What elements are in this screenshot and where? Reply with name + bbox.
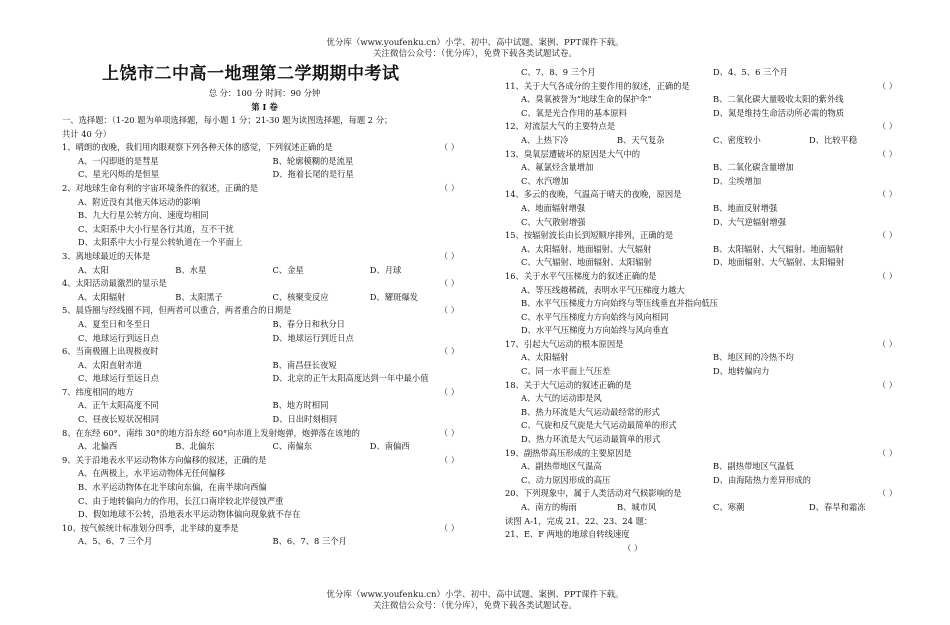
question-stem: 18、关于大气运动的叙述正确的是 （ ） <box>505 379 897 390</box>
question-option: C、由于地转偏向力的作用，长江口南岸较北岸侵蚀严重 <box>78 495 284 506</box>
footer-line-2: 关注微信公众号：（优分库），免费下载各类试题试卷。 <box>372 601 577 611</box>
question-option: B、九大行星公转方向、速度均相同 <box>78 210 209 221</box>
question-options: A、夏至日和冬至日 B、春分日和秋分日 <box>78 318 345 329</box>
question-stem: 15、按辐射波长由长到短顺序排列，正确的是 （ ） <box>505 230 897 241</box>
question-stem: 6、当南极圈上出现极夜时 （ ） <box>62 346 459 357</box>
question-stem: 5、晨昏圈与经线圈不同，但两者可以重合，两者重合的日期是 （ ） <box>62 305 459 316</box>
header-line-2: 关注微信公众号：（优分库），免费下载各类试题试卷。 <box>372 49 577 59</box>
question-stem: 3、离地球最近的天体是 （ ） <box>62 250 459 261</box>
question-options: C、星光闪烁的是恒星 D、拖着长尾的是行星 <box>78 169 354 180</box>
page-header <box>0 38 950 60</box>
question-options: A、太阳 B、水星 C、金星 D、月球 <box>78 264 402 275</box>
question-stem: 12、对流层大气的主要特点是 （ ） <box>505 121 897 132</box>
question-stem: 4、太阳活动最激烈的显示是 （ ） <box>62 278 459 289</box>
question-option: C、水平气压梯度力方向始终与风向相同 <box>521 311 669 322</box>
question-stem: 10、按气候统计标准划分四季，北半球的夏季是 （ ） <box>62 522 459 533</box>
question-options: A、副热带地区气温高 B、副热带地区气温低 <box>521 461 794 472</box>
question-options: A、地面辐射增强 B、地面反射增强 <box>521 202 778 213</box>
question-options: C、大气散射增强 D、大气逆辐射增强 <box>521 216 787 227</box>
question-options: A、氟氯烃含量增加 B、二氧化碳含量增加 <box>521 162 794 173</box>
header-line-1: 优分库（www.youfenku.cn）小学、初中、高中试题、案例、PPT课件下载。 <box>326 38 624 48</box>
question-stem: 16、关于水平气压梯度力的叙述正确的是 （ ） <box>505 270 897 281</box>
reading-instruction: 读图 A-1，完成 21、22、23、24 题： <box>505 515 653 526</box>
question-stem: 7、纬度相同的地方 （ ） <box>62 386 459 397</box>
page-footer <box>0 590 950 612</box>
question-option: A、等压线越稀疏，表明水平气压梯度力越大 <box>521 284 685 295</box>
question-options: C、昼夜长短状况相同 D、日出时刻相同 <box>78 414 338 425</box>
question-option: C、太阳系中大小行星各行其道，互不干扰 <box>78 223 234 234</box>
footer-line-1: 优分库（www.youfenku.cn）小学、初中、高中试题、案例、PPT课件下载。 <box>326 590 624 600</box>
question-option: A、在两极上，水平运动物体无任何偏移 <box>78 468 226 479</box>
question-option: C、气旋和反气旋是大气运动最简单的形式 <box>521 420 677 431</box>
question-stem: 2、对地球生命有利的宇宙环境条件的叙述，正确的是 （ ） <box>62 182 459 193</box>
question-stem: 17、引起大气运动的根本原因是 （ ） <box>505 338 897 349</box>
question-options: C、水汽增加 D、尘埃增加 <box>521 175 762 186</box>
section-intro: 一、选择题：（1-20 题为单项选择题，每小题 1 分；21-30 题为读图选择题，每题 2 分； 共计 40 分） <box>62 115 393 139</box>
question-options: A、正午太阳高度不同 B、地方时相同 <box>78 400 329 411</box>
exam-meta: 总 分：100 分 时间：90 分钟 <box>208 88 321 98</box>
question-stem: 8、在东经 60°、南纬 30°的地方沿东经 60°向赤道上发射炮弹，炮弹落在该地的 （ ） <box>62 427 459 438</box>
volume-label: 第 Ⅰ 卷 <box>251 102 278 112</box>
question-stem: 1、晴朗的夜晚，我们用肉眼观察下列各种天体的感觉，下列叙述正确的是 （ ） <box>62 142 459 153</box>
question-options: C、氧是光合作用的基本原料 D、氮是维持生命活动所必需的物质 <box>521 107 845 118</box>
question-options: A、臭氧被誉为“地球生命的保护伞” B、二氧化碳大量吸收太阳的紫外线 <box>521 94 844 105</box>
question-options: C、地球运行到远日点 D、地球运行到近日点 <box>78 332 354 343</box>
question-options: A、上热下冷 B、天气复杂 C、密度较小 D、比较平稳 <box>521 134 858 145</box>
right-column <box>505 66 905 555</box>
question-options: A、南方的梅雨 B、城市风 C、寒潮 D、春旱和霜冻 <box>521 502 866 512</box>
question-stem: 21、E、F 两地的地球自转线速度 <box>505 529 630 540</box>
question-option: D、太阳系中大小行星公转轨道在一个平面上 <box>78 237 243 248</box>
question-options: A、太阳辐射 B、太阳黑子 C、核聚变反应 D、耀斑爆发 <box>78 291 418 302</box>
question-options: A、5、6、7 三个月 B、6、7、8 三个月 <box>78 536 347 547</box>
answer-paren: （ ） <box>623 542 643 553</box>
question-options: A、北偏西 B、北偏东 C、南偏东 D、南偏西 <box>78 441 410 452</box>
question-stem: 9、关于沿地表水平运动物体方向偏移的叙述，正确的是 （ ） <box>62 454 459 465</box>
question-options: C、地球运行至远日点 D、北京的正午太阳高度达到一年中最小值 <box>78 373 429 384</box>
question-stem: 14、多云的夜晚，气温高于晴天的夜晚，原因是 （ ） <box>505 189 897 200</box>
question-options: A、太阳直射赤道 B、南昌昼长夜短 <box>78 359 337 370</box>
left-column <box>62 60 467 549</box>
question-stem: 19、副热带高压形成的主要原因是 （ ） <box>505 447 897 458</box>
question-option: D、水平气压梯度力方向始终与风向垂直 <box>521 325 669 336</box>
question-options: C、同一水平面上气压差 D、地转偏向力 <box>521 366 770 377</box>
question-options: C、动力原因形成的高压 D、由海陆热力差异形成的 <box>521 474 811 485</box>
question-stem: 13、臭氧层遭破坏的原因是大气中的 （ ） <box>505 148 897 159</box>
question-options: A、太阳辐射、地面辐射、大气辐射 B、太阳辐射、大气辐射、地面辐射 <box>521 243 844 254</box>
question-option: A、大气的运动即是风 <box>521 393 602 404</box>
question-option: D、热力环流是大气运动最简单的形式 <box>521 434 661 445</box>
question-stem: 20、下列现象中，属于人类活动对气候影响的是 （ ） <box>505 488 897 499</box>
question-options: C、7、8、9 三个月 D、4、5、6 三个月 <box>521 67 788 77</box>
question-options: C、大气辐射、地面辐射、太阳辐射 D、地面辐射、大气辐射、太阳辐射 <box>521 257 845 268</box>
question-stem: 11、关于大气各成分的主要作用的叙述，正确的是 （ ） <box>505 80 897 91</box>
question-option: D、假如地球不公转，沿地表水平运动物体偏向现象就不存在 <box>78 509 301 520</box>
question-option: B、热力环流是大气运动最经常的形式 <box>521 406 660 417</box>
question-options: A、一闪即逝的是彗星 B、轮廓模糊的是流星 <box>78 155 354 166</box>
question-option: B、水平气压梯度力方向始终与等压线垂直并指向低压 <box>521 298 718 309</box>
exam-title: 上饶市二中高一地理第二学期期中考试 <box>102 64 400 84</box>
question-options: A、太阳辐射 B、地区间的冷热不均 <box>521 352 794 363</box>
question-option: A、附近没有其他天体运动的影响 <box>78 196 201 207</box>
question-option: B、水平运动物体在北半球向东偏，在南半球向西偏 <box>78 482 267 493</box>
